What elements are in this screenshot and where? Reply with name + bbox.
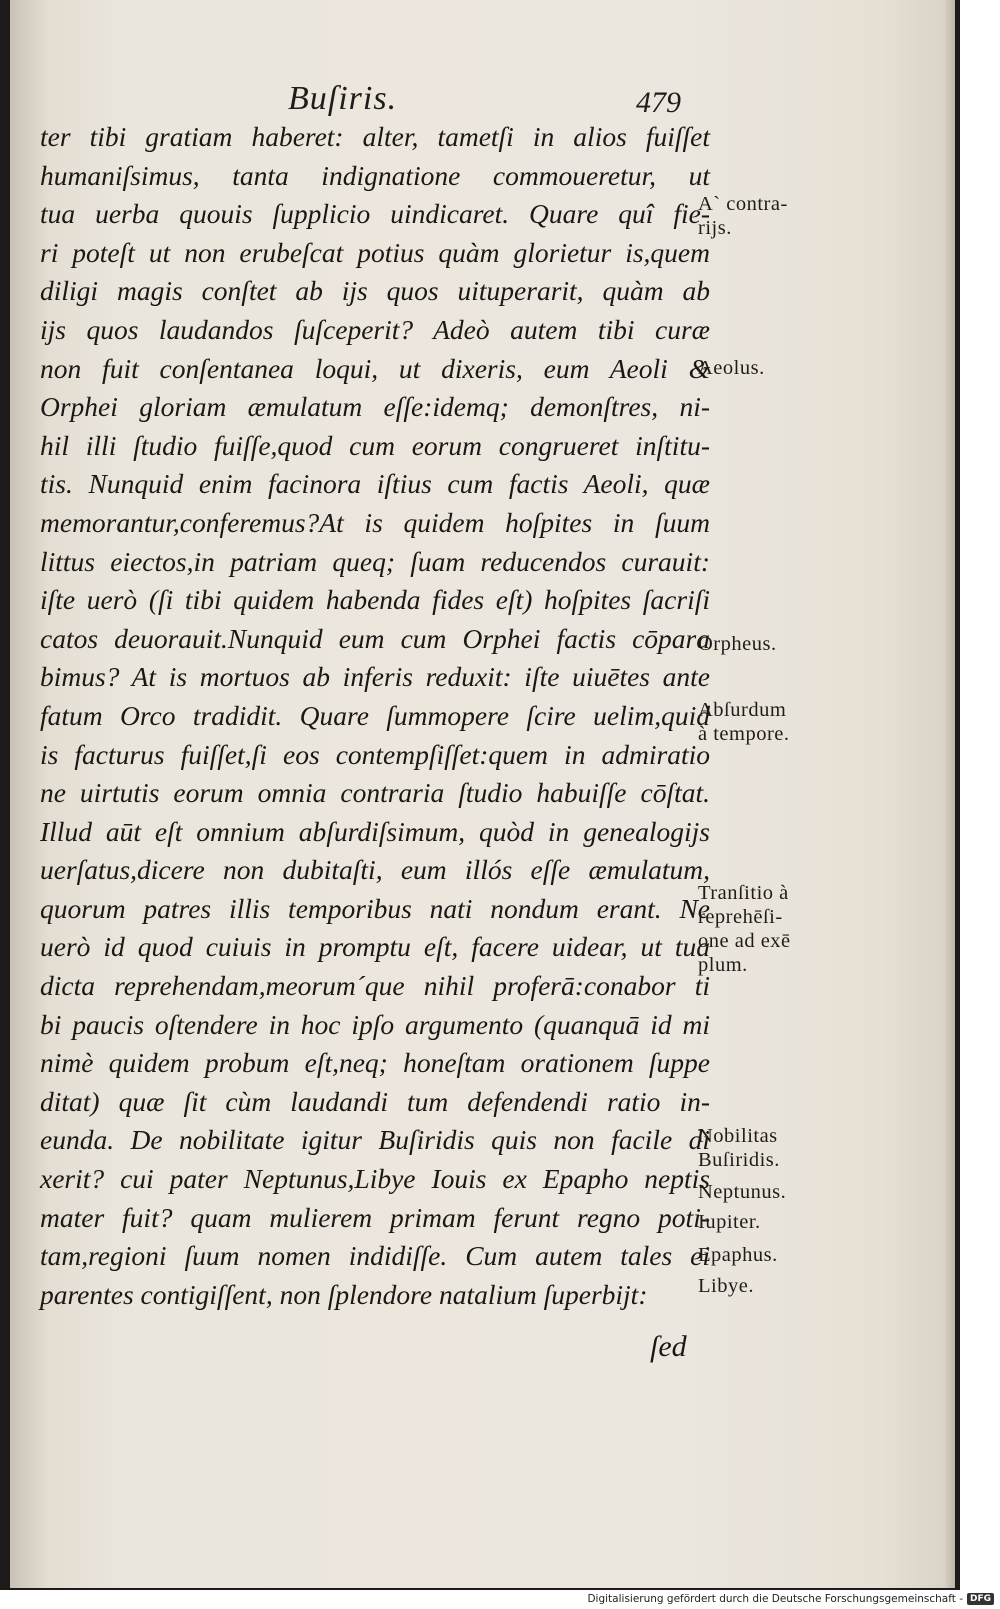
text-line: ijs quos laudandos ſuſceperit? Adeò autem tibi curæ [40, 313, 710, 345]
text-line: humaniſsimus, tanta indignatione commoueretur, ut [40, 159, 710, 191]
margin-note: Orpheus. [698, 633, 777, 655]
margin-note: Aeolus. [698, 357, 765, 379]
text-line: non fuit conſentanea loqui, ut dixeris, eum Aeoli & [40, 352, 710, 384]
text-line: ne uirtutis eorum omnia contraria ſtudio habuiſſe cōſtat. [40, 777, 710, 809]
footer-text: Digitalisierung gefördert durch die Deutsche Forschungsgemeinschaft - [587, 1593, 963, 1605]
digitization-footer [587, 1593, 994, 1605]
text-line: ri poteſt ut non erubeſcat potius quàm glorietur is,quem [40, 236, 710, 268]
margin-note: Libye. [698, 1275, 754, 1297]
text-line: uerò id quod cuiuis in promptu eſt, facere uidear, ut tua [40, 931, 710, 963]
text-line: uerſatus,dicere non dubitaſti, eum illós eſſe æmulatum, [40, 854, 710, 886]
margin-note: A` contra- rijs. [698, 193, 788, 239]
text-line: littus eiectos,in patriam queq; ſuam reducendos curauit: [40, 545, 710, 577]
text-line: bi paucis oſtendere in hoc ipſo argumento (quanquā id mi [40, 1008, 710, 1040]
text-line: catos deuorauit.Nunquid eum cum Orphei factis cōpara [40, 622, 710, 654]
margin-note: Tranſitio à reprehēſi- one ad exē plum. [698, 882, 791, 976]
catchword: ſed [650, 1330, 687, 1363]
text-line: hil illi ſtudio fuiſſe,quod cum eorum congrueret inſtitu- [40, 429, 710, 461]
text-line: quorum patres illis temporibus nati nondum erant. Ne [40, 892, 710, 924]
page-number: 479 [636, 86, 681, 119]
body-text [40, 118, 710, 1314]
margin-note: Abſurdum à tempore. [698, 699, 790, 745]
text-line: is facturus fuiſſet,ſi eos contempſiſſet:quem in admiratio [40, 738, 710, 770]
text-line: parentes contigiſſent, non ſplendore natalium ſuperbijt: [40, 1278, 648, 1310]
dfg-logo: DFG [967, 1593, 994, 1605]
text-line: dicta reprehendam,meorum´que nihil proferā:conabor ti [40, 970, 710, 1002]
margin-note: Iupiter. [698, 1211, 761, 1233]
margin-note: Nobilitas Buſiridis. [698, 1125, 780, 1171]
text-line: fatum Orco tradidit. Quare ſummopere ſcire uelim,quid [40, 699, 710, 731]
text-line: iſte uerò (ſi tibi quidem habenda fides eſt) hoſpites ſacriſi [40, 584, 710, 616]
margin-note: Epaphus. [698, 1244, 778, 1266]
text-line: bimus? At is mortuos ab inferis reduxit: iſte uiuētes ante [40, 661, 710, 693]
text-line: nimè quidem probum eſt,neq; honeſtam orationem ſuppe [40, 1047, 710, 1079]
text-line: tua uerba quouis ſupplicio uindicaret. Quare quî fie- [40, 198, 710, 230]
text-line: eunda. De nobilitate igitur Buſiridis quis non facile di [40, 1124, 710, 1156]
text-line: xerit? cui pater Neptunus,Libye Iouis ex Epapho neptis [40, 1163, 710, 1195]
text-line: diligi magis conſtet ab ijs quos uituperarit, quàm ab [40, 275, 710, 307]
book-page [10, 0, 955, 1588]
running-head: Buſiris. [288, 80, 398, 117]
page-edge [945, 0, 955, 1588]
margin-note: Neptunus. [698, 1181, 787, 1203]
text-line: tis. Nunquid enim facinora iſtius cum factis Aeoli, quæ [40, 468, 710, 500]
text-line: Orphei gloriam æmulatum eſſe:idemq; demonſtres, ni- [40, 391, 710, 423]
text-line: ditat) quæ ſit cùm laudandi tum defendendi ratio in- [40, 1085, 710, 1117]
text-line: ter tibi gratiam haberet: alter, tametſi in alios fuiſſet [40, 121, 710, 152]
text-line: Illud aūt eſt omnium abſurdiſsimum, quòd in genealogijs [40, 815, 710, 847]
text-line: memorantur,conferemus?At is quidem hoſpites in ſuum [40, 506, 710, 538]
text-line: mater fuit? quam mulierem primam ferunt regno poti- [40, 1201, 710, 1233]
text-line: tam,regioni ſuum nomen indidiſſe. Cum autem tales ei [40, 1240, 710, 1272]
